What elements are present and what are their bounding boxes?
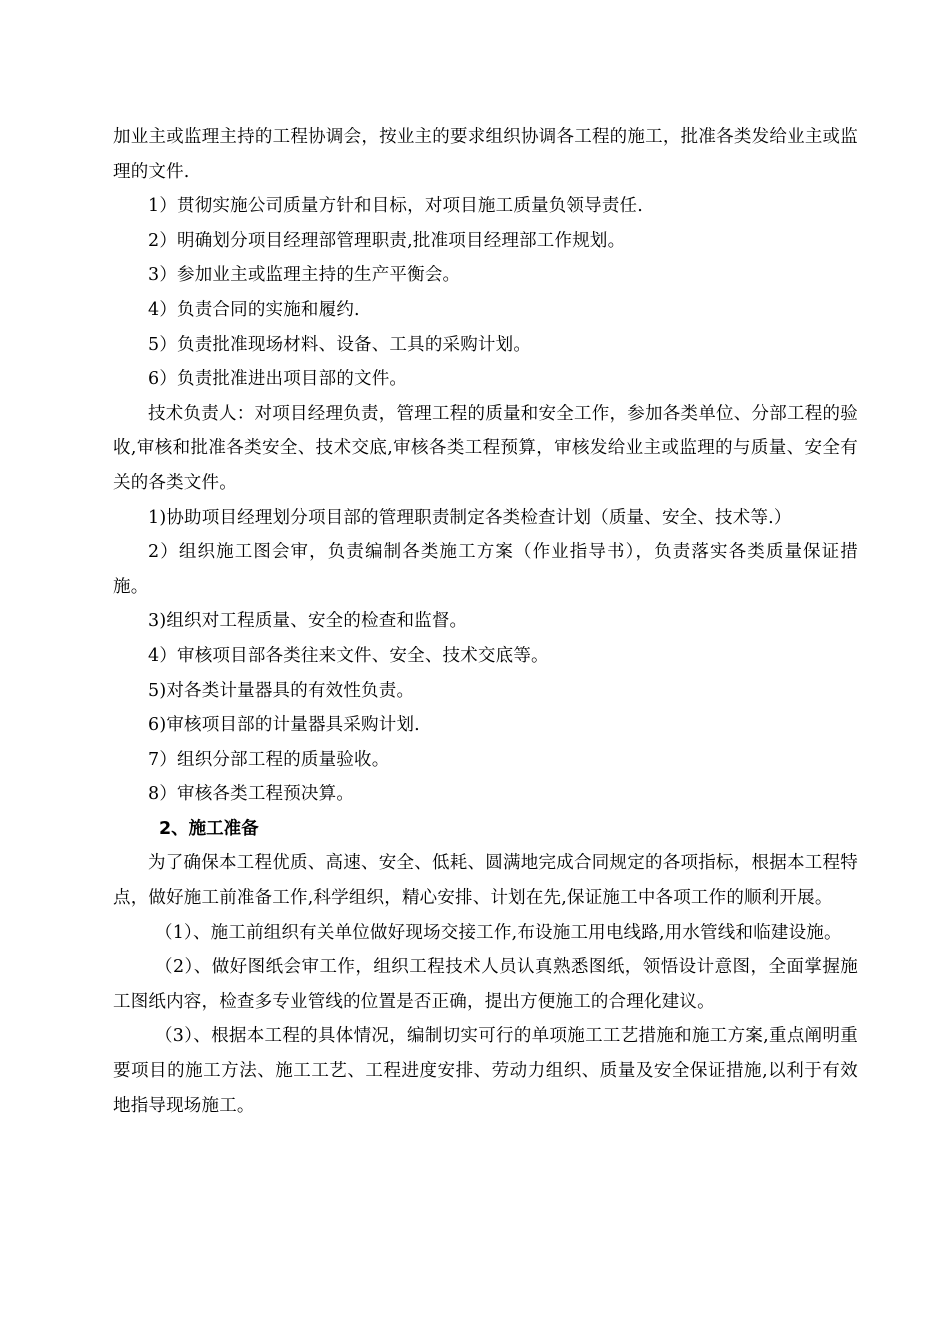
list-item: （3）、根据本工程的具体情况，编制切实可行的单项施工工艺措施和施工方案,重点阐明重要项目的施工方法、施工工艺、工程进度安排、劳动力组织、质量及安全保证措施,以利于有效地指导现场施工。 bbox=[113, 1026, 858, 1116]
document-page bbox=[113, 120, 858, 1123]
list-item: 1)协助项目经理划分项目部的管理职责制定各类检查计划（质量、安全、技术等.） bbox=[148, 507, 792, 528]
list-item: 4）负责合同的实施和履约. bbox=[148, 299, 360, 320]
paragraph: 加业主或监理主持的工程协调会，按业主的要求组织协调各工程的施工，批准各类发给业主或监理的文件. bbox=[113, 127, 858, 182]
list-item: 2）组织施工图会审，负责编制各类施工方案（作业指导书），负责落实各类质量保证措施。 bbox=[113, 542, 858, 597]
list-item: 6）负责批准进出项目部的文件。 bbox=[148, 369, 408, 390]
paragraph: 技术负责人：对项目经理负责，管理工程的质量和安全工作，参加各类单位、分部工程的验收,审核和批准各类安全、技术交底,审核各类工程预算，审核发给业主或监理的与质量、安全有关的各类文件。 bbox=[113, 403, 858, 493]
list-item: 2）明确划分项目经理部管理职责,批准项目经理部工作规划。 bbox=[148, 230, 626, 251]
list-item: （1）、施工前组织有关单位做好现场交接工作,布设施工用电线路,用水管线和临建设施。 bbox=[155, 922, 842, 943]
list-item: （2）、做好图纸会审工作，组织工程技术人员认真熟悉图纸，领悟设计意图，全面掌握施工图纸内容，检查多专业管线的位置是否正确，提出方便施工的合理化建议。 bbox=[113, 957, 858, 1012]
list-item: 1）贯彻实施公司质量方针和目标，对项目施工质量负领导责任. bbox=[148, 196, 643, 217]
list-item: 5）负责批准现场材料、设备、工具的采购计划。 bbox=[148, 334, 532, 355]
list-item: 6)审核项目部的计量器具采购计划. bbox=[148, 715, 420, 736]
list-item: 3）参加业主或监理主持的生产平衡会。 bbox=[148, 265, 461, 286]
list-item: 4）审核项目部各类往来文件、安全、技术交底等。 bbox=[148, 645, 549, 666]
list-item: 7）组织分部工程的质量验收。 bbox=[148, 749, 390, 770]
paragraph: 为了确保本工程优质、高速、安全、低耗、圆满地完成合同规定的各项指标，根据本工程特点，做好施工前准备工作,科学组织，精心安排、计划在先,保证施工中各项工作的顺利开展。 bbox=[113, 853, 858, 909]
list-item: 5)对各类计量器具的有效性负责。 bbox=[148, 680, 415, 701]
section-heading: 2、施工准备 bbox=[159, 818, 259, 839]
list-item: 8）审核各类工程预决算。 bbox=[148, 784, 355, 805]
list-item: 3)组织对工程质量、安全的检查和监督。 bbox=[148, 611, 468, 632]
